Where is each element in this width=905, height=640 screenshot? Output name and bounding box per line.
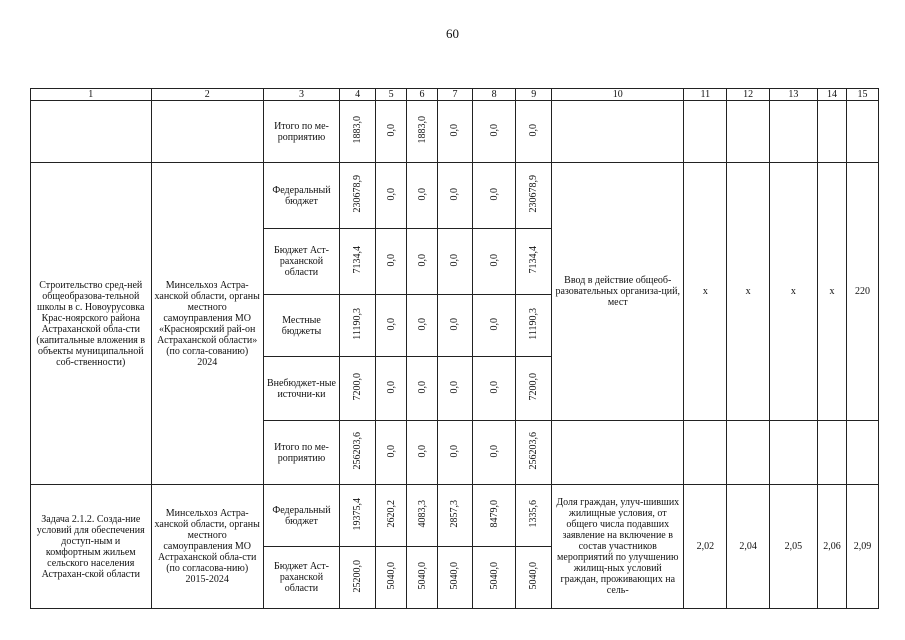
indicator-value: 2,05: [769, 485, 817, 609]
empty-cell: [818, 101, 847, 163]
value-cell: 25200,0: [340, 547, 376, 609]
value-cell: 0,0: [376, 421, 407, 485]
funding-source-label: Федеральный бюджет: [263, 485, 339, 547]
header-cell: 3: [263, 89, 339, 101]
indicator-description: Доля граждан, улуч-шивших жилищные условия, от общего числа подавших заявление на включение в состав участников мероприятий по улучшению жилищ-ных условий граждан, проживающих на сель-: [552, 485, 684, 609]
indicator-value: x: [818, 163, 847, 421]
value-cell: 256203,6: [516, 421, 552, 485]
value-cell: 1883,0: [407, 101, 438, 163]
funding-source-label: Итого по ме-роприятию: [263, 101, 339, 163]
header-cell: 10: [552, 89, 684, 101]
value-cell: 256203,6: [340, 421, 376, 485]
value-cell: 0,0: [407, 229, 438, 295]
value-cell: 0,0: [437, 163, 472, 229]
empty-cell: [552, 101, 684, 163]
indicator-value: x: [769, 163, 817, 421]
header-cell: 7: [437, 89, 472, 101]
header-cell: 12: [727, 89, 769, 101]
executor-text: Минсельхоз Астра-ханской области, органы местного самоуправления МО Астраханской обла-сти (по согласова-нию): [154, 508, 260, 574]
value-cell: 0,0: [516, 101, 552, 163]
header-cell: 13: [769, 89, 817, 101]
value-cell: 230678,9: [340, 163, 376, 229]
value-cell: 0,0: [472, 101, 515, 163]
value-cell: 0,0: [437, 229, 472, 295]
funding-source-label: Бюджет Аст-раханской области: [263, 229, 339, 295]
empty-cell: [769, 101, 817, 163]
budget-table: [30, 88, 879, 609]
value-cell: 0,0: [407, 163, 438, 229]
table-row: [31, 163, 879, 229]
empty-cell: [727, 421, 769, 485]
value-cell: 11190,3: [516, 295, 552, 357]
value-cell: 0,0: [407, 295, 438, 357]
value-cell: 1883,0: [340, 101, 376, 163]
page-number: 60: [446, 26, 459, 41]
value-cell: 0,0: [472, 295, 515, 357]
empty-cell: [684, 421, 727, 485]
value-cell: 0,0: [437, 101, 472, 163]
indicator-value: 2,02: [684, 485, 727, 609]
header-cell: 9: [516, 89, 552, 101]
value-cell: 0,0: [407, 421, 438, 485]
value-cell: 1335,6: [516, 485, 552, 547]
executor-text: Минсельхоз Астра-ханской области, органы местного самоуправления МО «Красноярский рай-он Астраханской области» (по согла-сованию): [154, 279, 260, 357]
value-cell: 0,0: [472, 229, 515, 295]
value-cell: 5040,0: [437, 547, 472, 609]
value-cell: 5040,0: [407, 547, 438, 609]
value-cell: 19375,4: [340, 485, 376, 547]
value-cell: 0,0: [472, 357, 515, 421]
value-cell: 0,0: [376, 163, 407, 229]
header-cell: 2: [151, 89, 263, 101]
funding-source-label: Местные бюджеты: [263, 295, 339, 357]
header-cell: 14: [818, 89, 847, 101]
indicator-value: x: [727, 163, 769, 421]
indicator-description: Ввод в действие общеоб-разовательных организа-ций, мест: [552, 163, 684, 421]
indicator-value: 220: [846, 163, 878, 421]
empty-cell: [818, 421, 847, 485]
execution-period: 2015-2024: [185, 574, 229, 585]
empty-cell: [151, 101, 263, 163]
empty-cell: [684, 101, 727, 163]
responsible-executor: [151, 485, 263, 609]
value-cell: 8479,0: [472, 485, 515, 547]
value-cell: 0,0: [376, 101, 407, 163]
value-cell: 0,0: [376, 229, 407, 295]
value-cell: 7134,4: [516, 229, 552, 295]
header-row: [31, 89, 879, 101]
value-cell: 5040,0: [472, 547, 515, 609]
value-cell: 0,0: [407, 357, 438, 421]
value-cell: 0,0: [437, 421, 472, 485]
value-cell: 7200,0: [340, 357, 376, 421]
value-cell: 0,0: [472, 421, 515, 485]
indicator-value: x: [684, 163, 727, 421]
funding-source-label: Внебюджет-ные источни-ки: [263, 357, 339, 421]
table-row: [31, 485, 879, 547]
indicator-value: 2,04: [727, 485, 769, 609]
value-cell: 7200,0: [516, 357, 552, 421]
indicator-value: 2,09: [846, 485, 878, 609]
funding-source-label: Федеральный бюджет: [263, 163, 339, 229]
value-cell: 7134,4: [340, 229, 376, 295]
header-cell: 6: [407, 89, 438, 101]
header-cell: 5: [376, 89, 407, 101]
value-cell: 2620,2: [376, 485, 407, 547]
responsible-executor: [151, 163, 263, 485]
value-cell: 2857,3: [437, 485, 472, 547]
value-cell: 4083,3: [407, 485, 438, 547]
value-cell: 5040,0: [376, 547, 407, 609]
empty-cell: [31, 101, 152, 163]
measure-description: Задача 2.1.2. Созда-ние условий для обеспечения доступ-ным и комфортным жильем сельского населения Астрахан-ской области: [31, 485, 152, 609]
empty-cell: [552, 421, 684, 485]
header-cell: 4: [340, 89, 376, 101]
header-cell: 1: [31, 89, 152, 101]
header-cell: 15: [846, 89, 878, 101]
funding-source-label: Бюджет Аст-раханской области: [263, 547, 339, 609]
value-cell: 0,0: [376, 357, 407, 421]
indicator-value: 2,06: [818, 485, 847, 609]
funding-source-label: Итого по ме-роприятию: [263, 421, 339, 485]
execution-period: 2024: [197, 356, 218, 368]
empty-cell: [727, 101, 769, 163]
value-cell: 0,0: [437, 295, 472, 357]
header-cell: 8: [472, 89, 515, 101]
empty-cell: [846, 421, 878, 485]
empty-cell: [769, 421, 817, 485]
value-cell: 230678,9: [516, 163, 552, 229]
empty-cell: [846, 101, 878, 163]
value-cell: 0,0: [437, 357, 472, 421]
value-cell: 0,0: [472, 163, 515, 229]
value-cell: 5040,0: [516, 547, 552, 609]
header-cell: 11: [684, 89, 727, 101]
measure-description: Строительство сред-ней общеобразова-тельной школы в с. Новоурусовка Крас-ноярского района Астраханской обла-сти (капитальные вложения в объекты муниципальной соб-ственности): [31, 163, 152, 485]
table-row: [31, 101, 879, 163]
value-cell: 11190,3: [340, 295, 376, 357]
value-cell: 0,0: [376, 295, 407, 357]
